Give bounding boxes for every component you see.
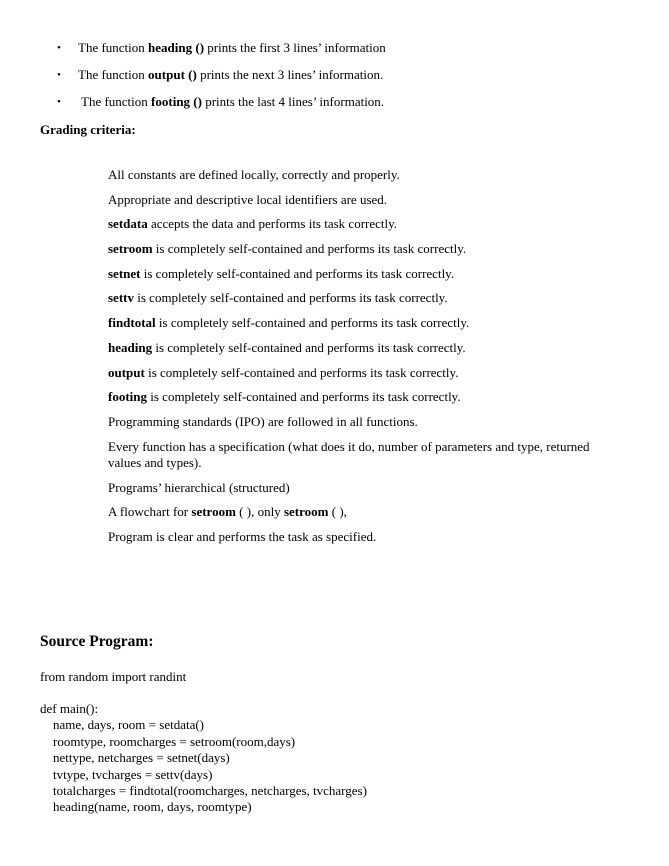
code-line: name, days, room = setdata(): [53, 717, 205, 733]
criterion-item: heading is completely self-contained and performs its task correctly.: [108, 339, 466, 355]
bullet-text: The function footing () prints the last 4 lines’ information.: [81, 94, 385, 109]
code-block: [40, 701, 367, 816]
code-import-line: from random import randint: [40, 669, 187, 684]
criterion-item: output is completely self-contained and performs its task correctly.: [108, 364, 459, 380]
criterion-item: Appropriate and descriptive local identifiers are used.: [108, 191, 388, 207]
criterion-item: Programs’ hierarchical (structured): [108, 479, 290, 495]
code-line: roomtype, roomcharges = setroom(room,days): [53, 733, 296, 749]
criterion-item: footing is completely self-contained and performs its task correctly.: [108, 389, 461, 405]
criterion-item: Programming standards (IPO) are followed in all functions.: [108, 413, 418, 429]
criterion-item: Every function has a specification (what does it do, number of parameters and type, returned values and types).: [108, 438, 590, 471]
criterion-item: findtotal is completely self-contained and performs its task correctly.: [108, 315, 470, 331]
criterion-item: setnet is completely self-contained and performs its task correctly.: [108, 265, 455, 281]
code-line-def: def main():: [40, 701, 99, 716]
source-program-heading: Source Program:: [40, 633, 154, 650]
criterion-flowchart: A flowchart for setroom ( ), only setroom ( ),: [108, 504, 347, 520]
criterion-item: Program is clear and performs the task as specified.: [108, 529, 377, 545]
code-line: heading(name, room, days, roomtype): [53, 799, 252, 815]
code-line: nettype, netcharges = setnet(days): [53, 750, 230, 766]
criterion-item: setdata accepts the data and performs its task correctly.: [108, 216, 398, 232]
criterion-item: settv is completely self-contained and performs its task correctly.: [108, 290, 448, 306]
bullet-dot: •: [57, 42, 61, 54]
criteria-list: [108, 167, 608, 554]
code-line: tvtype, tvcharges = settv(days): [53, 766, 213, 782]
code-line: totalcharges = findtotal(roomcharges, netcharges, tvcharges): [53, 783, 367, 799]
bullet-text: The function output () prints the next 3 lines’ information.: [78, 67, 384, 82]
grading-criteria-heading: Grading criteria:: [40, 122, 136, 137]
criterion-item: setroom is completely self-contained and performs its task correctly.: [108, 241, 467, 257]
criterion-item: All constants are defined locally, correctly and properly.: [108, 167, 400, 182]
bullet-dot: •: [57, 69, 61, 81]
bullet-dot: •: [57, 96, 61, 108]
bullet-text: The function heading () prints the first 3 lines’ information: [78, 40, 386, 55]
